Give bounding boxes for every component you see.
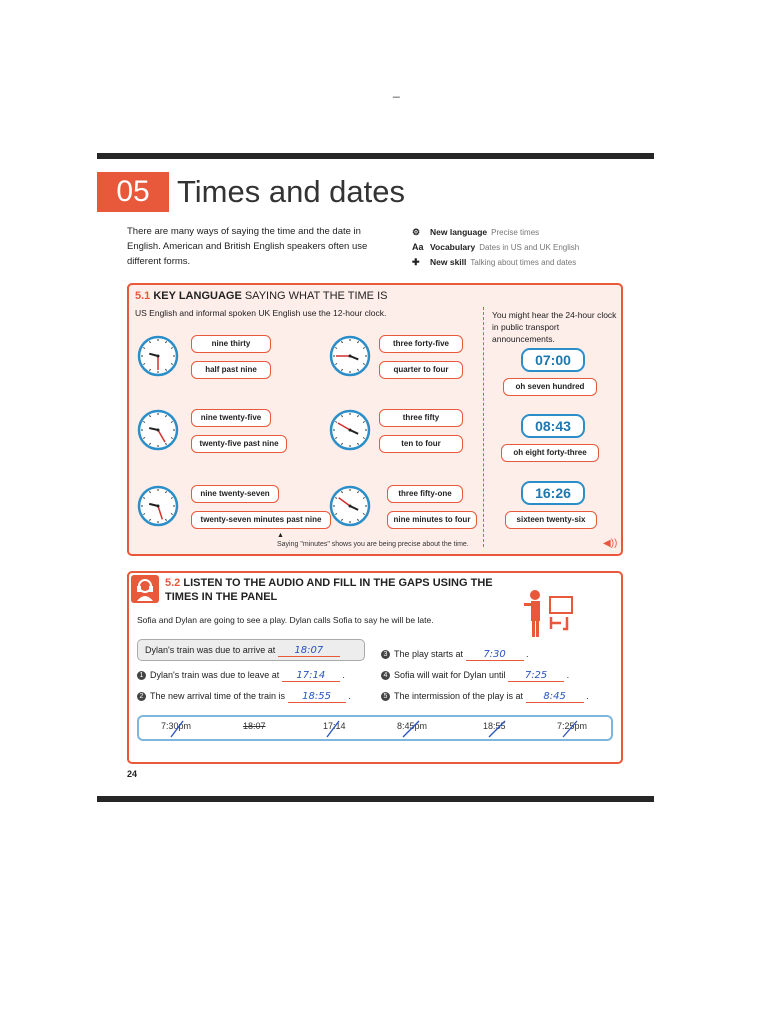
times-panel — [137, 715, 613, 741]
question-item: 2 The new arrival time of the train is 18:55 . — [137, 691, 351, 703]
digital-clock: 08:43 — [521, 414, 585, 438]
answer-gap[interactable]: 18:55 — [288, 691, 346, 703]
answer-gap[interactable]: 7:30 — [466, 649, 524, 661]
gears-icon: ⚙ — [412, 227, 421, 237]
chapter-legend — [412, 225, 652, 270]
time-option[interactable]: 8:45pm — [397, 721, 428, 731]
question-item: 4 Sofia will wait for Dylan until 7:25 . — [381, 670, 569, 682]
us-time-bubble: three forty-five — [379, 335, 463, 353]
clock-icon — [137, 485, 179, 527]
clock-icon — [329, 409, 371, 451]
chapter-title: Times and dates — [177, 174, 406, 209]
question-item: 5 The intermission of the play is at 8:45 . — [381, 691, 589, 703]
panel-subtitle: US English and informal spoken UK English use the 12-hour clock. — [135, 308, 387, 318]
time-option[interactable]: 18:55 — [483, 721, 506, 731]
us-time-bubble: nine twenty-five — [191, 409, 271, 427]
chapter-number: 05 — [97, 172, 169, 212]
clock-icon — [137, 335, 179, 377]
question-item: 1 Dylan's train was due to leave at 17:14 . — [137, 670, 345, 682]
panel-subtitle: Sofia and Dylan are going to see a play. Dylan calls Sofia to say he will be late. — [137, 615, 434, 625]
uk-time-bubble: ten to four — [379, 435, 463, 453]
top-dash: _ — [393, 84, 400, 98]
intro-text: There are many ways of saying the time and the date in English. American and British English speakers often use different forms. — [127, 226, 368, 267]
clock-icon — [329, 335, 371, 377]
book-page — [97, 159, 654, 796]
time-option[interactable]: 7:30pm — [161, 721, 192, 731]
digital-clock: 07:00 — [521, 348, 585, 372]
time-option[interactable]: 17:14 — [323, 721, 346, 731]
panel-divider — [483, 307, 484, 547]
digital-clock: 16:26 — [521, 481, 585, 505]
us-time-bubble: three fifty — [379, 409, 463, 427]
time-option[interactable]: 18:07 — [243, 721, 266, 731]
legend-new-skill: ✚ New skill Talking about times and dates — [412, 255, 652, 270]
clock-icon — [137, 409, 179, 451]
legend-new-language: ⚙ New language Precise times — [412, 225, 652, 240]
spoken-time-bubble: oh seven hundred — [503, 378, 597, 396]
time-option[interactable]: 7:25pm — [557, 721, 588, 731]
listening-panel — [127, 571, 623, 764]
clock-icon — [329, 485, 371, 527]
tick-marks — [139, 717, 611, 739]
aa-icon: Aa — [412, 242, 424, 252]
us-time-bubble: nine twenty-seven — [191, 485, 279, 503]
uk-time-bubble: nine minutes to four — [387, 511, 477, 529]
legend-vocabulary: Aa Vocabulary Dates in US and UK English — [412, 240, 652, 255]
answer-gap[interactable]: 8:45 — [526, 691, 584, 703]
us-time-bubble: nine thirty — [191, 335, 271, 353]
panel-title: 5.1 KEY LANGUAGE SAYING WHAT THE TIME IS — [135, 290, 388, 302]
uk-time-bubble: quarter to four — [379, 361, 463, 379]
spoken-time-bubble: sixteen twenty-six — [505, 511, 597, 529]
minutes-note: ▲ Saying "minutes" shows you are being precise about the time. — [277, 532, 469, 548]
uk-time-bubble: twenty-five past nine — [191, 435, 287, 453]
answer-gap[interactable]: 18:07 — [278, 645, 340, 657]
page-number: 24 — [127, 769, 138, 779]
uk-time-bubble: twenty-seven minutes past nine — [191, 511, 331, 529]
uk-time-bubble: half past nine — [191, 361, 271, 379]
answer-gap[interactable]: 17:14 — [282, 670, 340, 682]
us-time-bubble: three fifty-one — [387, 485, 463, 503]
answer-gap[interactable]: 7:25 — [508, 670, 564, 682]
headphones-icon — [131, 575, 159, 603]
spoken-time-bubble: oh eight forty-three — [501, 444, 599, 462]
question-item: 3 The play starts at 7:30 . — [381, 649, 529, 661]
audio-icon[interactable]: ◀)) — [603, 538, 618, 549]
phone-call-illustration — [521, 587, 581, 639]
key-language-panel — [127, 283, 623, 556]
puzzle-icon: ✚ — [412, 257, 420, 267]
panel-title: 5.2 LISTEN TO THE AUDIO AND FILL IN THE GAPS USING THE TIMES IN THE PANEL — [165, 577, 493, 603]
bottom-rule — [97, 796, 654, 802]
example-item: Dylan's train was due to arrive at 18:07 — [145, 645, 340, 657]
24-hour-note: You might hear the 24-hour clock in public transport announcements. — [492, 310, 617, 344]
